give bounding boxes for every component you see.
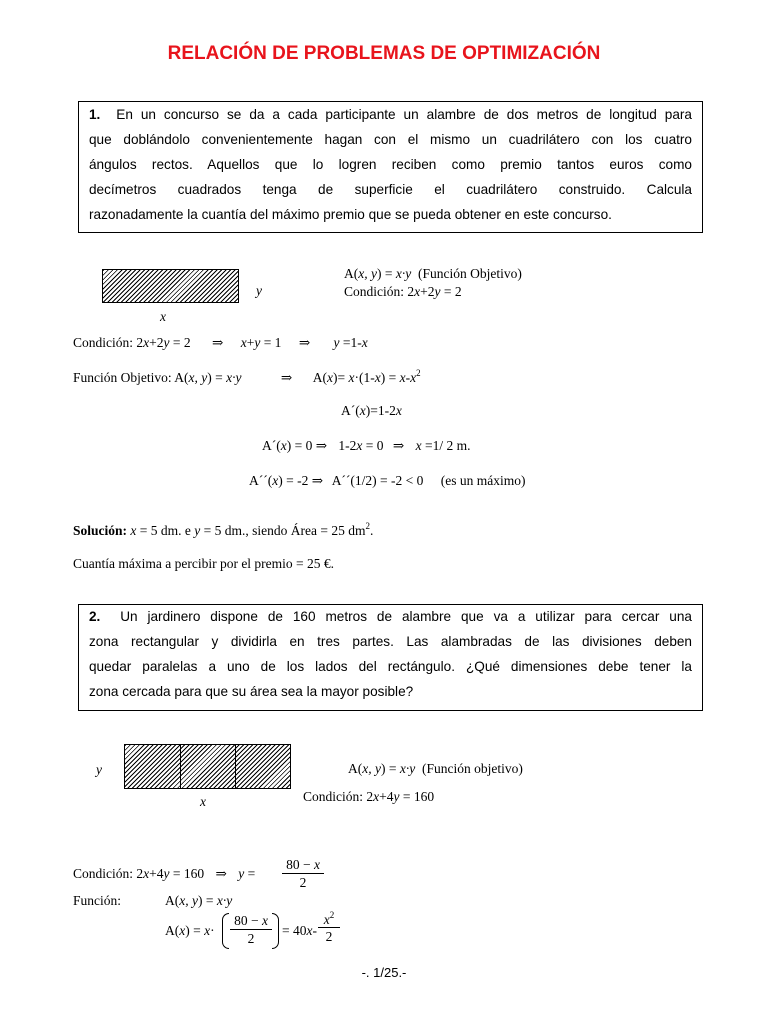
first-derivative: A´(x)=1-2x: [341, 403, 402, 418]
condition: Condición: 2x+2y = 2: [344, 284, 462, 299]
problem-1-line-1: 1. En un concurso se da a cada participante un alambre de dos metros de longitud para: [89, 107, 692, 122]
figure-y-label: y: [256, 283, 262, 298]
implies-icon: ⇒: [280, 370, 293, 385]
function-label: Función:: [73, 893, 122, 908]
figure-y-label: y: [96, 762, 102, 777]
problem-1-line-3: ángulos rectos. Aquellos que lo logren reciben como premio tantos euros como: [89, 157, 692, 172]
implies-icon: ⇒: [212, 335, 224, 350]
fraction: $x^2$ 2: [318, 911, 340, 944]
implies-icon: ⇒: [315, 438, 328, 453]
problem-2-line-4: zona cercada para que su área sea la mayor posible?: [89, 684, 414, 699]
page-title: RELACIÓN DE PROBLEMAS DE OPTIMIZACIÓN: [167, 43, 601, 64]
implies-icon: ⇒: [311, 473, 324, 488]
step-condition: Condición: 2x+2y = 2 ⇒ x+y = 1 ⇒ y =1-x: [73, 335, 368, 350]
problem-2-line-3: quedar paralelas a uno de los lados del rectángulo. ¿Qué dimensiones debe tener la: [89, 659, 692, 674]
figure-x-label: x: [160, 309, 166, 324]
solution: Solución: x = 5 dm. e y = 5 dm., siendo Área = 25 $dm^2$.: [73, 521, 374, 538]
fraction: 80 − x 2: [230, 913, 272, 946]
problem-1-line-2: que doblándolo convenientemente hagan con el mismo un cuadrilátero con los cuatro: [89, 132, 692, 147]
objective-function: A(x, y) = x·y (Función objetivo): [348, 761, 523, 776]
fence-divider: [235, 745, 236, 788]
problem-1-line-4: decímetros cuadrados tenga de superficie el cuadrilátero construido. Calcula: [89, 182, 692, 197]
fraction: 80 − x 2: [282, 857, 324, 890]
second-derivative: A´´(x) = -2 ⇒ A´´(1/2) = -2 < 0 (es un máximo): [249, 473, 526, 488]
problem-1-number: 1.: [89, 107, 101, 122]
prize-amount: Cuantía máxima a percibir por el premio = 25 €.: [73, 556, 335, 571]
problem-2-line-2: zona rectangular y dividirla en tres partes. Las alambradas de las divisiones deben: [89, 634, 692, 649]
fence-divider: [180, 745, 181, 788]
implies-icon: ⇒: [392, 438, 405, 453]
page-number: -. 1/25.-: [361, 965, 407, 980]
problem-2-line-1: 2. Un jardinero dispone de 160 metros de alambre que va a utilizar para cercar una: [89, 609, 692, 624]
objective-restated: A(x, y) = x·y: [165, 893, 233, 908]
implies-icon: ⇒: [298, 335, 311, 350]
derivative-zero: A´(x) = 0 ⇒ 1-2x = 0 ⇒ x =1/ 2 m.: [262, 438, 471, 453]
step-condition: Condición: 2x+4y = 160 ⇒ y =: [73, 866, 256, 881]
rectangle-figure: [102, 269, 239, 303]
problem-2-number: 2.: [89, 609, 101, 624]
right-parenthesis: [272, 913, 279, 949]
divided-rectangle-figure: [124, 744, 291, 789]
condition: Condición: 2x+4y = 160: [303, 789, 435, 804]
area-expansion: = 40x-: [282, 923, 317, 938]
left-parenthesis: [222, 913, 229, 949]
step-objective: Función Objetivo: A(x, y) = x·y ⇒ $A(x)= x\cdot(1-x) = x-x^2$: [73, 368, 421, 385]
area-function: A(x) = x·: [165, 923, 215, 938]
objective-function: A(x, y) = x·y (Función Objetivo): [344, 266, 522, 281]
problem-1-line-5: razonadamente la cuantía del máximo premio que se pueda obtener en este concurso.: [89, 207, 612, 222]
problem-2-box: [78, 604, 703, 711]
figure-x-label: x: [200, 794, 206, 809]
implies-icon: ⇒: [215, 866, 227, 881]
problem-1-box: [78, 101, 703, 233]
